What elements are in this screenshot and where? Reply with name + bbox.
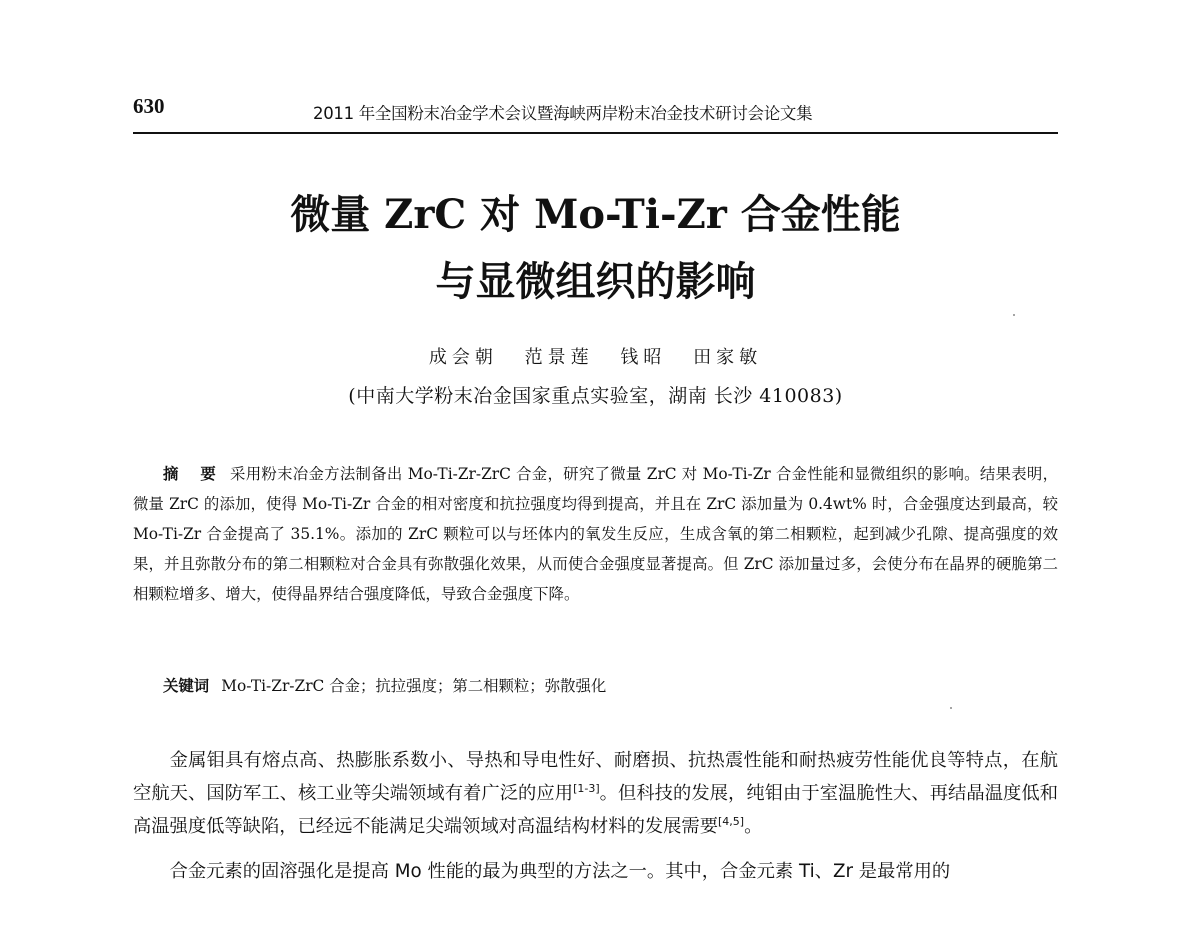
body-paragraph-1 <box>133 744 1058 843</box>
scan-speck <box>1013 314 1015 316</box>
abstract <box>133 459 1058 609</box>
author-name: 田家敏 <box>693 347 763 368</box>
paper-title-line-2: 与显微组织的影响 <box>435 258 756 305</box>
keywords-text: Mo-Ti-Zr-ZrC 合金；抗拉强度；第二相颗粒；弥散强化 <box>221 677 607 695</box>
paragraph-text: 。 <box>744 816 763 837</box>
running-header <box>133 92 1058 134</box>
scan-speck <box>950 707 952 709</box>
running-title: 2011 年全国粉末冶金学术会议暨海峡两岸粉末冶金技术研讨会论文集 <box>313 104 813 123</box>
citation-ref[interactable]: [1-3] <box>573 781 600 795</box>
paragraph-text: 金属钼具有熔点高、热膨胀系数小、导热和导电性好、耐磨损、抗热震性能和耐热疲劳性能优良等特点，在航空航天、国防军工、核工业等尖端领域有着广泛的应用 <box>133 750 1058 804</box>
author-list <box>133 343 1058 369</box>
author-name: 成会朝 <box>428 347 498 368</box>
citation-ref[interactable]: [4,5] <box>718 814 745 828</box>
body-text <box>133 744 1058 888</box>
abstract-label: 摘 要 <box>163 465 225 483</box>
author-name: 范景莲 <box>524 347 594 368</box>
paper-title-line-1: 微量 ZrC 对 Mo-Ti-Zr 合金性能 <box>290 191 901 238</box>
body-paragraph-2 <box>133 855 1058 888</box>
page-number: 630 <box>133 94 165 118</box>
keywords <box>163 674 1058 696</box>
paragraph-text: 。但科技的发展，纯钼由于室温脆性大、再结晶温度低和高温强度低等缺陷，已经远不能满足尖端领域对高温结构材料的发展需要 <box>133 783 1059 837</box>
author-name: 钱昭 <box>620 347 667 368</box>
paragraph-text: 合金元素的固溶强化是提高 Mo 性能的最为典型的方法之一。其中，合金元素 Ti、Zr 是最常用的 <box>169 861 951 882</box>
abstract-text: 采用粉末冶金方法制备出 Mo-Ti-Zr-ZrC 合金，研究了微量 ZrC 对 Mo-Ti-Zr 合金性能和显微组织的影响。结果表明，微量 ZrC 的添加，使得 Mo-Ti-Zr 合金的相对密度和抗拉强度均得到提高，并且在 ZrC 添加量为 0.4wt% 时，合金强度达到最高，较 Mo-Ti-Zr 合金提高了 35.1%。添加的 ZrC 颗粒可以与坯体内的氧发生反应，生成含氧的第二相颗粒，起到减少孔隙、提高强度的效果，并且弥散分布的第二相颗粒对合金具有弥散强化效果，从而使合金强度显著提高。但 ZrC 添加量过多，会使分布在晶界的硬脆第二相颗粒增多、增大，使得晶界结合强度降低，导致合金强度下降。 <box>133 465 1058 603</box>
affiliation: (中南大学粉末冶金国家重点实验室，湖南 长沙 410083) <box>348 385 843 407</box>
keywords-label: 关键词 <box>163 677 210 695</box>
